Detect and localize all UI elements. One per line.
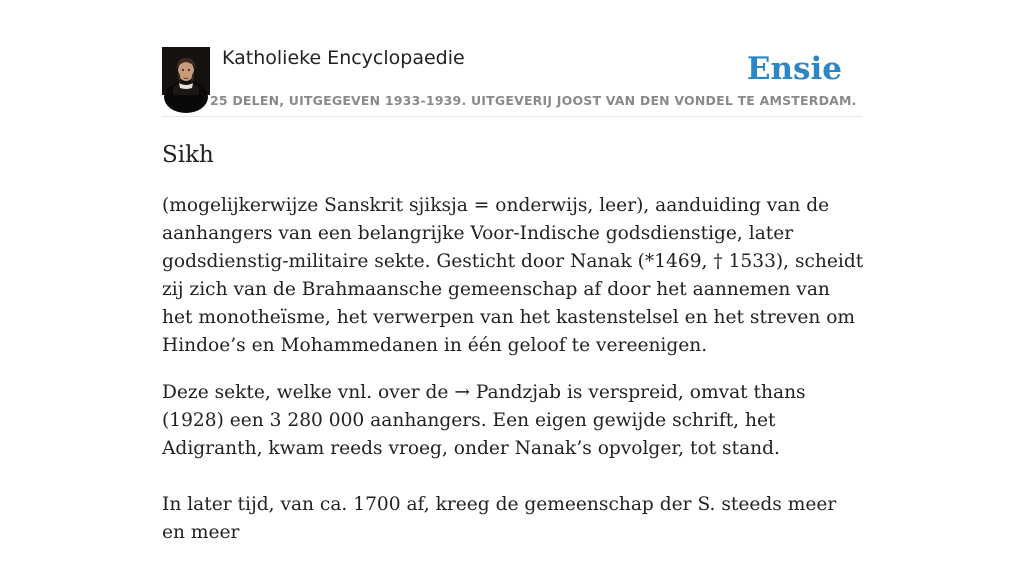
- publication-header: [162, 46, 862, 117]
- article-paragraph: In later tijd, van ca. 1700 af, kreeg de gemeenschap der S. steeds meer en meer: [162, 494, 837, 543]
- portrait-icon: [162, 47, 210, 95]
- paragraph-text: is verspreid, omvat thans (1928) een 3 280 000 aanhangers. Een eigen gewijde schrift, het Adigranth, kwam reeds vroeg, onder Nanak’s opvolger, tot stand.: [162, 382, 806, 459]
- article-paragraph: (mogelijkerwijze Sanskrit sjiksja = onderwijs, leer), aanduiding van de aanhangers van een belangrijke Voor-Indische godsdienstige, later godsdienstig-militaire sekte. Gesticht door Nanak (*1469, † 1533), scheidt zij zich van de Brahmaansche gemeenschap af door het aannemen van het monotheïsme, het verwerpen van het kastenstelsel en het streven om Hindoe’s en Mohammedanen in één geloof te vereenigen.: [162, 195, 864, 356]
- paragraph-text: Deze sekte, welke vnl. over de: [162, 382, 455, 403]
- publication-avatar[interactable]: [162, 47, 210, 95]
- article-paragraph: [162, 379, 864, 463]
- publication-name[interactable]: Katholieke Encyclopaedie: [222, 47, 465, 69]
- cross-reference-link[interactable]: → Pandzjab: [454, 382, 562, 403]
- article-title: Sikh: [162, 142, 214, 168]
- brand-logo[interactable]: Ensie: [746, 51, 842, 87]
- publication-subtitle: 25 DELEN, UITGEGEVEN 1933-1939. UITGEVERIJ JOOST VAN DEN VONDEL TE AMSTERDAM.: [210, 93, 857, 108]
- article-body: [162, 192, 864, 566]
